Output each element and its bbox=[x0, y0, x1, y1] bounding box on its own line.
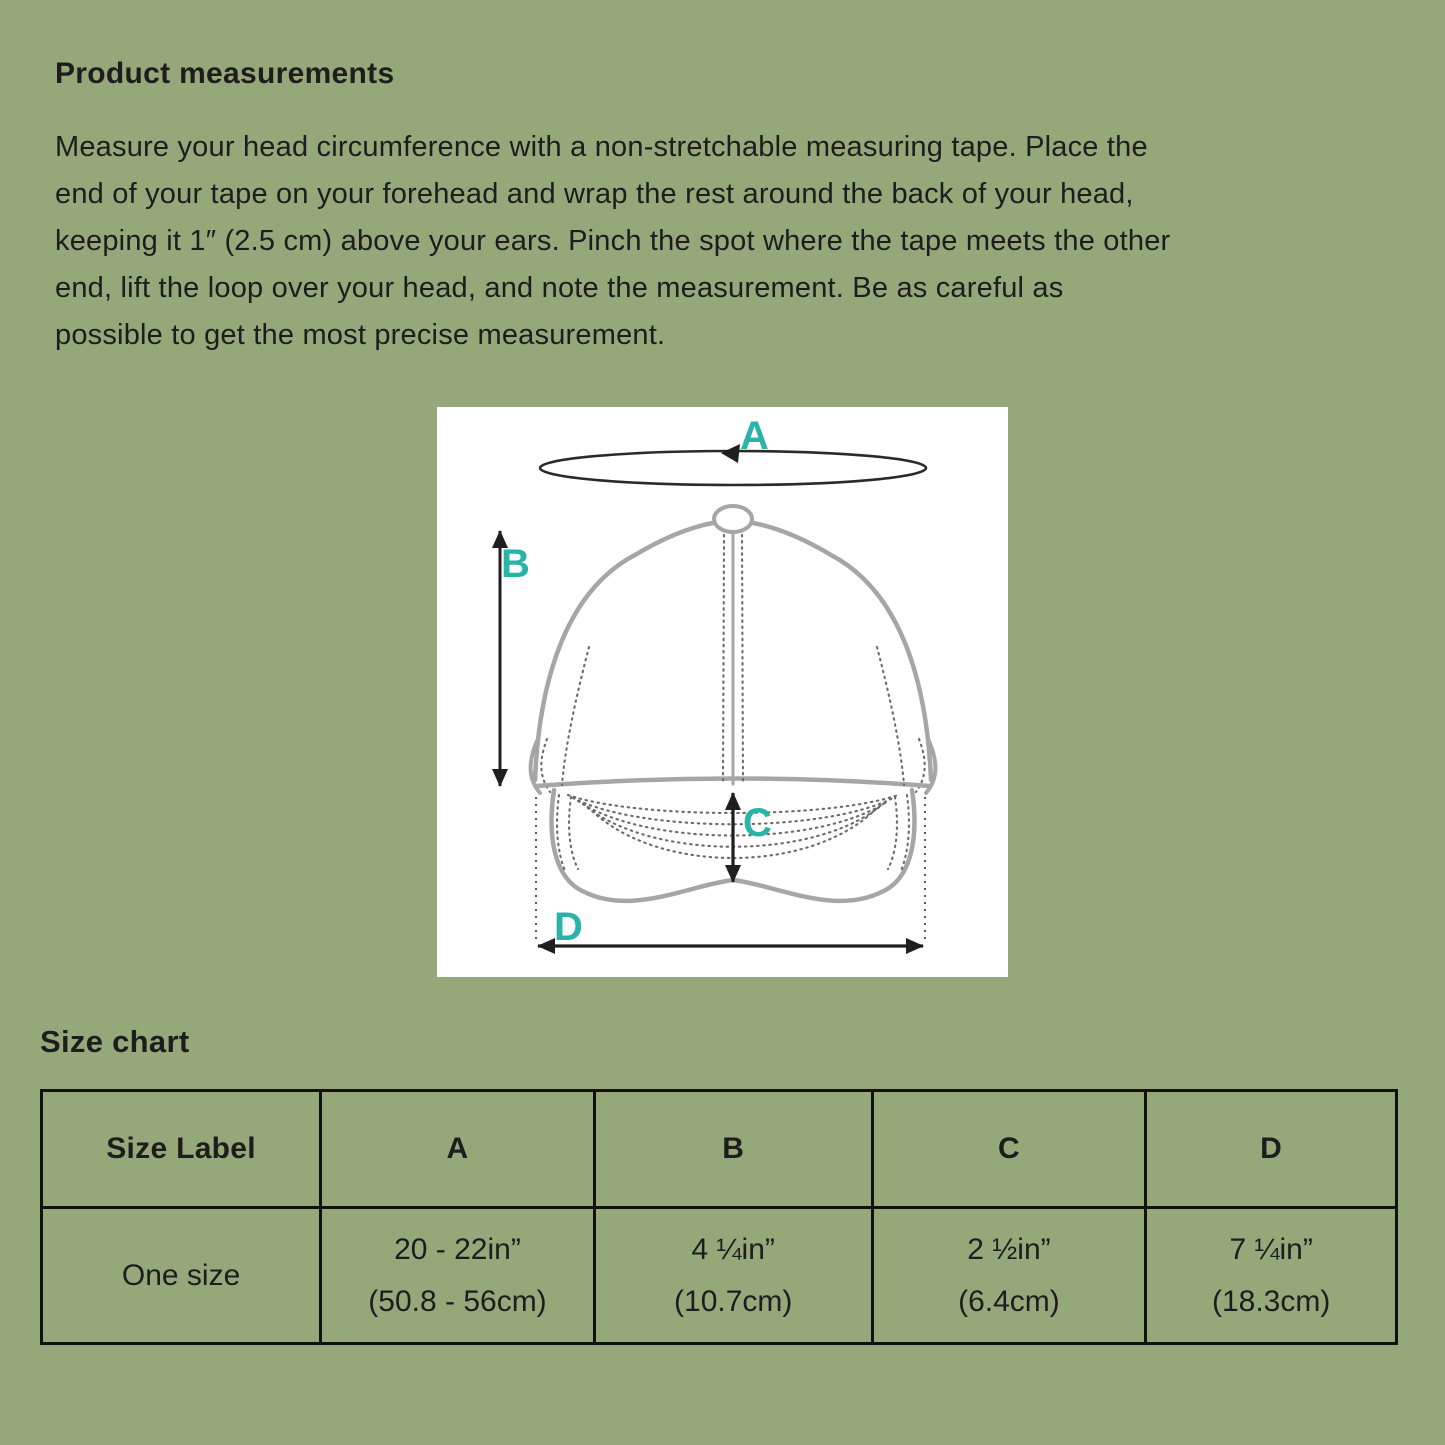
cell-measure-d bbox=[1146, 1208, 1397, 1344]
measurement-label-b: B bbox=[501, 542, 530, 586]
width-measure-arrow-d bbox=[536, 797, 925, 949]
column-header-c: C bbox=[872, 1091, 1146, 1208]
cell-b-centimeters: (10.7cm) bbox=[674, 1284, 793, 1318]
measurement-instructions-line: end of your tape on your forehead and wrap the rest around the back of your head, bbox=[55, 178, 1134, 210]
height-measure-arrow-b bbox=[500, 531, 530, 786]
cell-size-label: One size bbox=[42, 1208, 321, 1344]
cap-diagram-svg bbox=[437, 407, 1008, 977]
size-chart-header-row bbox=[42, 1091, 1397, 1208]
cap-top-button bbox=[714, 506, 752, 532]
measurement-instructions bbox=[55, 124, 1425, 359]
measurement-label-c: C bbox=[743, 801, 772, 845]
brim-depth-arrow-c bbox=[733, 793, 772, 882]
column-header-b: B bbox=[594, 1091, 872, 1208]
measurement-instructions-line: keeping it 1″ (2.5 cm) above your ears. Pinch the spot where the tape meets the other bbox=[55, 225, 1171, 257]
column-header-a: A bbox=[321, 1091, 595, 1208]
cap-measurement-diagram bbox=[437, 407, 1008, 977]
size-chart-data-row bbox=[42, 1208, 1397, 1344]
cell-d-centimeters: (18.3cm) bbox=[1211, 1284, 1331, 1318]
measurement-label-d: D bbox=[554, 905, 583, 949]
cell-a-centimeters: (50.8 - 56cm) bbox=[368, 1284, 547, 1318]
cell-b-inches: 4 ¼in” bbox=[691, 1232, 775, 1266]
measurement-instructions-line: end, lift the loop over your head, and note the measurement. Be as careful as bbox=[55, 272, 1064, 304]
measurement-label-a: A bbox=[740, 414, 769, 458]
cell-d-inches: 7 ¼in” bbox=[1229, 1232, 1313, 1266]
section-title-size-chart: Size chart bbox=[40, 1024, 190, 1059]
size-chart-table bbox=[40, 1089, 1398, 1345]
cell-measure-a bbox=[321, 1208, 595, 1344]
section-title-product-measurements: Product measurements bbox=[55, 57, 395, 90]
head-circumference-ellipse bbox=[540, 414, 926, 485]
cell-c-inches: 2 ½in” bbox=[967, 1232, 1051, 1266]
cell-c-centimeters: (6.4cm) bbox=[958, 1284, 1060, 1318]
column-header-size-label: Size Label bbox=[42, 1091, 321, 1208]
cell-a-inches: 20 - 22in” bbox=[394, 1232, 521, 1266]
measurement-instructions-line: possible to get the most precise measurement. bbox=[55, 319, 666, 351]
circumference-arrow-icon bbox=[721, 444, 740, 463]
cell-measure-c bbox=[872, 1208, 1146, 1344]
column-header-d: D bbox=[1146, 1091, 1397, 1208]
cell-measure-b bbox=[594, 1208, 872, 1344]
measurement-instructions-line: Measure your head circumference with a non-stretchable measuring tape. Place the bbox=[55, 131, 1148, 163]
